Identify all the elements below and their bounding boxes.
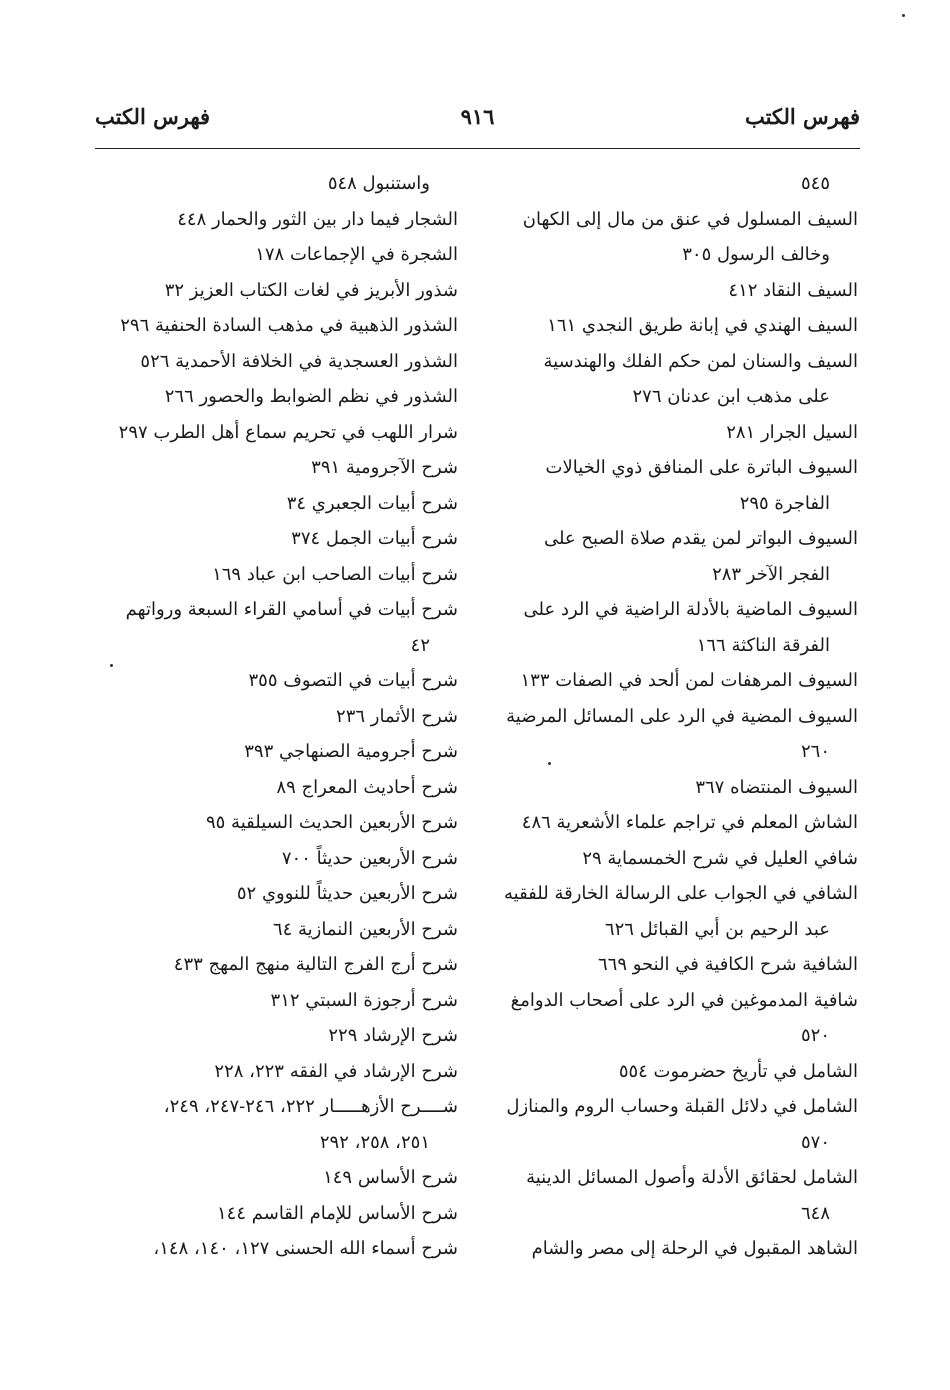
- index-entry-continuation: وخالف الرسول ٣٠٥: [682, 244, 830, 265]
- index-entry: شرح أسماء الله الحسنى ١٢٧، ١٤٠، ١٤٨،: [153, 1238, 458, 1259]
- index-entry-continuation: الفرقة الناكثة ١٦٦: [696, 634, 830, 656]
- index-entry: الشاهد المقبول في الرحلة إلى مصر والشام: [531, 1238, 858, 1259]
- left-column: [86, 166, 458, 1267]
- scan-speck: [110, 664, 113, 667]
- index-entry: شافية المدموغين في الرد على أصحاب الدوامغ: [510, 989, 858, 1011]
- index-entry: شرح الأربعين حديثاً ٧٠٠: [281, 847, 458, 869]
- index-entry: شرح الأساس للإمام القاسم ١٤٤: [217, 1202, 458, 1224]
- index-entry: شرح أحاديث المعراج ٨٩: [276, 776, 458, 798]
- index-entry: الشاش المعلم في تراجم علماء الأشعرية ٤٨٦: [521, 812, 858, 833]
- index-entry: شرح أرجوزة السبتي ٣١٢: [270, 989, 458, 1011]
- index-entry: السيوف البواتر لمن يقدم صلاة الصبح على: [543, 528, 858, 549]
- running-title-right: فهرس الكتب: [744, 104, 860, 129]
- header-rule: [95, 148, 860, 149]
- index-entry: السيوف الباترة على المنافق ذوي الخيالات: [545, 457, 858, 478]
- index-entry: شافي العليل في شرح الخمسماية ٢٩: [582, 847, 858, 869]
- right-column: [488, 166, 858, 1267]
- index-entry: شرح أبيات في أسامي القراء السبعة ورواتهم: [125, 599, 458, 620]
- index-entry: الشامل في تأريخ حضرموت ٥٥٤: [618, 1060, 858, 1082]
- index-entry: شرح الأربعين النمازية ٦٤: [272, 918, 458, 940]
- index-entry: الشجار فيما دار بين الثور والحمار ٤٤٨: [177, 208, 458, 230]
- index-entry: الشجرة في الإجماعات ١٧٨: [255, 244, 458, 265]
- index-entry: شــــرح الأزهـــــار ٢٢٢، ٢٤٦-٢٤٧، ٢٤٩،: [163, 1096, 458, 1117]
- index-entry-continuation: الفاجرة ٢٩٥: [739, 492, 830, 514]
- index-entry: شرح الإرشاد ٢٢٩: [328, 1025, 458, 1046]
- page-header: [95, 104, 860, 144]
- index-entry: الشامل لحقائق الأدلة وأصول المسائل الدينية: [526, 1167, 858, 1188]
- index-entry-continuation: ٦٤٨: [800, 1202, 830, 1224]
- index-entry: السيوف المنتضاه ٣٦٧: [695, 776, 858, 798]
- index-entry-continuation: واستنبول ٥٤٨: [327, 173, 430, 194]
- index-entry: السيف والسنان لمن حكم الفلك والهندسية: [543, 350, 858, 372]
- index-entry-continuation: الفجر الآخر ٢٨٣: [712, 563, 830, 585]
- index-entry: السيل الجرار ٢٨١: [726, 421, 858, 443]
- index-entry: شرح أبيات الجمل ٣٧٤: [291, 528, 458, 549]
- scan-speck: [902, 14, 905, 17]
- running-title-left: فهرس الكتب: [95, 104, 211, 129]
- index-entry: شذور الأبريز في لغات الكتاب العزيز ٣٢: [164, 279, 458, 301]
- index-entry: شرح الأربعين حديثاً للنووي ٥٢: [236, 883, 458, 904]
- index-entry: الشذور الذهبية في مذهب السادة الحنفية ٢٩٦: [120, 315, 458, 336]
- index-entry: شرح الإرشاد في الفقه ٢٢٣، ٢٢٨: [214, 1060, 458, 1082]
- index-entry: السيف المسلول في عنق من مال إلى الكهان: [522, 208, 858, 230]
- index-entry-continuation: عبد الرحيم بن أبي القبائل ٦٢٦: [604, 918, 830, 940]
- index-entry: شرح أجرومية الصنهاجي ٣٩٣: [244, 741, 458, 762]
- index-entry-continuation: ٢٦٠: [800, 741, 830, 762]
- index-entry: شرح أرج الفرج التالية منهج المهج ٤٣٣: [173, 954, 458, 975]
- index-entry-continuation: ٥٤٥: [800, 173, 830, 194]
- index-entry: السيف النقاد ٤١٢: [728, 279, 858, 301]
- index-entry: الشذور العسجدية في الخلافة الأحمدية ٥٢٦: [140, 350, 458, 372]
- index-entry: شرار اللهب في تحريم سماع أهل الطرب ٢٩٧: [118, 421, 458, 443]
- index-entry-continuation: ٥٧٠: [800, 1131, 830, 1153]
- index-entry-continuation: ٤٢: [410, 634, 430, 656]
- index-entry-continuation: ٢٥١، ٢٥٨، ٢٩٢: [319, 1131, 430, 1153]
- index-entry: الشامل في دلائل القبلة وحساب الروم والمنازل: [506, 1096, 858, 1117]
- index-entry: الشذور في نظم الضوابط والحصور ٢٦٦: [164, 386, 458, 407]
- index-entry-continuation: على مذهب ابن عدنان ٢٧٦: [632, 386, 830, 407]
- index-entry: شرح أبيات الجعبري ٣٤: [286, 492, 458, 514]
- index-entry: شرح الأثمار ٢٣٦: [336, 705, 458, 727]
- index-entry: الشافية شرح الكافية في النحو ٦٦٩: [597, 954, 858, 975]
- index-entry: السيوف المرهفات لمن ألحد في الصفات ١٣٣: [520, 670, 858, 691]
- index-entry: السيوف الماضية بالأدلة الراضية في الرد على: [523, 599, 858, 620]
- index-entry: الشافي في الجواب على الرسالة الخارقة للفقيه: [503, 883, 858, 904]
- index-entry: شرح الأربعين الحديث السيلقية ٩٥: [205, 812, 458, 833]
- scan-speck: [548, 762, 551, 765]
- index-entry-continuation: ٥٢٠: [800, 1025, 830, 1046]
- index-entry: شرح أبيات الصاحب ابن عباد ١٦٩: [212, 563, 458, 585]
- index-entry: شرح أبيات في التصوف ٣٥٥: [248, 670, 458, 691]
- index-entry: السيف الهندي في إبانة طريق النجدي ١٦١: [547, 315, 858, 336]
- index-entry: شرح الأساس ١٤٩: [323, 1167, 458, 1188]
- index-entry: شرح الآجرومية ٣٩١: [311, 457, 458, 478]
- index-entry: السيوف المضية في الرد على المسائل المرضية: [506, 705, 858, 727]
- page-number: ٩١٦: [460, 104, 495, 129]
